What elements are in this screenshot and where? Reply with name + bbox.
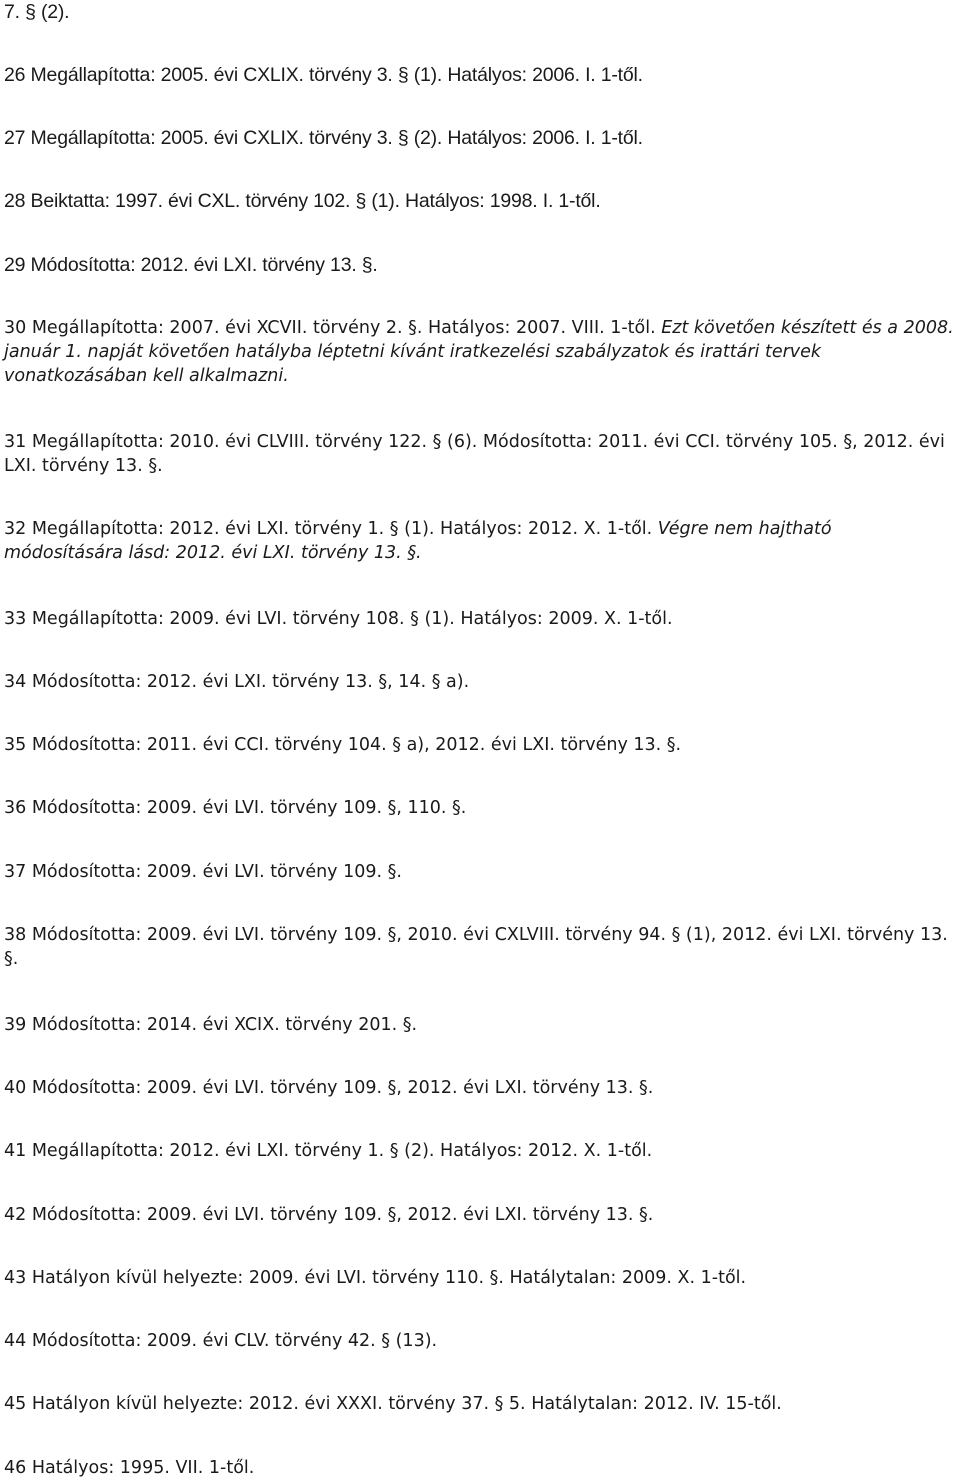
footnote-30	[4, 316, 954, 388]
footnote-32-remark: Végre nem hajtható módosítására lásd: 2012. évi LXI. törvény 13. §.	[4, 519, 832, 563]
footnote-35: 35 Módosította: 2011. évi CCI. törvény 104. § a), 2012. évi LXI. törvény 13. §.	[4, 735, 682, 755]
footnote-45: 45 Hatályon kívül helyezte: 2012. évi XXXI. törvény 37. § 5. Hatálytalan: 2012. IV. 15-től.	[4, 1394, 782, 1414]
footnote-36: 36 Módosította: 2009. évi LVI. törvény 109. §, 110. §.	[4, 798, 467, 818]
footnote-39: 39 Módosította: 2014. évi XCIX. törvény 201. §.	[4, 1015, 418, 1035]
footnote-37: 37 Módosította: 2009. évi LVI. törvény 109. §.	[4, 862, 402, 882]
footnote-38: 38 Módosította: 2009. évi LVI. törvény 109. §, 2010. évi CXLVIII. törvény 94. § (1), 2012. évi LXI. törvény 13. §.	[4, 925, 948, 969]
footnote-29: 29 Módosította: 2012. évi LXI. törvény 13. §.	[4, 254, 378, 276]
footnote-43: 43 Hatályon kívül helyezte: 2009. évi LVI. törvény 110. §. Hatálytalan: 2009. X. 1-től.	[4, 1268, 747, 1288]
footnote-26: 26 Megállapította: 2005. évi CXLIX. törvény 3. § (1). Hatályos: 2006. I. 1-től.	[4, 64, 643, 86]
footnote-27: 27 Megállapította: 2005. évi CXLIX. törvény 3. § (2). Hatályos: 2006. I. 1-től.	[4, 127, 643, 149]
footnote-34: 34 Módosította: 2012. évi LXI. törvény 13. §, 14. § a).	[4, 672, 470, 692]
footnote-33: 33 Megállapította: 2009. évi LVI. törvény 108. § (1). Hatályos: 2009. X. 1-től.	[4, 609, 673, 629]
footnote-32-main: 32 Megállapította: 2012. évi LXI. törvény 1. § (1). Hatályos: 2012. X. 1-től.	[4, 519, 653, 539]
footnote-42: 42 Módosította: 2009. évi LVI. törvény 109. §, 2012. évi LXI. törvény 13. §.	[4, 1205, 654, 1225]
footnote-41: 41 Megállapította: 2012. évi LXI. törvény 1. § (2). Hatályos: 2012. X. 1-től.	[4, 1141, 653, 1161]
footnote-44: 44 Módosította: 2009. évi CLV. törvény 42. § (13).	[4, 1331, 438, 1351]
footnote-30-main: 30 Megállapította: 2007. évi XCVII. törvény 2. §. Hatályos: 2007. VIII. 1-től.	[4, 318, 656, 338]
footnote-28: 28 Beiktatta: 1997. évi CXL. törvény 102. § (1). Hatályos: 1998. I. 1-től.	[4, 190, 601, 212]
footnote-40: 40 Módosította: 2009. évi LVI. törvény 109. §, 2012. évi LXI. törvény 13. §.	[4, 1078, 654, 1098]
footnote-32	[4, 517, 954, 565]
footnote-continuation: 7. § (2).	[4, 1, 70, 23]
footnote-46: 46 Hatályos: 1995. VII. 1-től.	[4, 1458, 255, 1478]
footnote-30-remark: Ezt követően készített és a 2008. január 1. napját követően hatályba léptetni kívánt iratkezelési szabályzatok és irattári tervek vonatkozásában kell alkalmazni.	[4, 318, 954, 386]
footnote-31: 31 Megállapította: 2010. évi CLVIII. törvény 122. § (6). Módosította: 2011. évi CCI. törvény 105. §, 2012. évi LXI. törvény 13. §.	[4, 432, 945, 476]
